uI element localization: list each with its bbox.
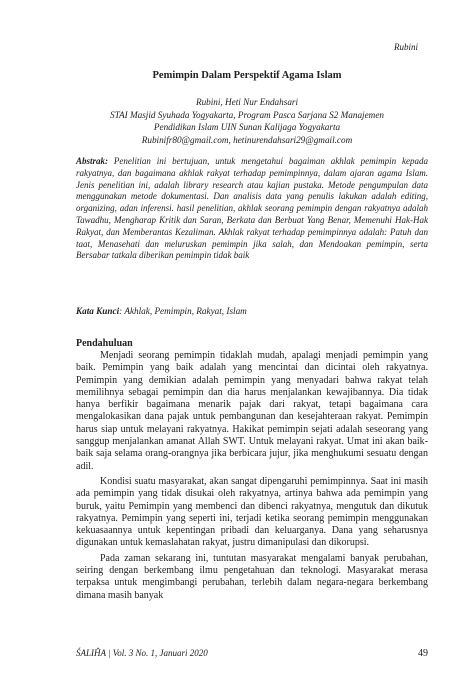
affiliation-line-1: STAI Masjid Syuhada Yogyakarta, Program Pasca Sarjana S2 Manajemen [110, 109, 384, 120]
author-block [60, 96, 434, 146]
journal-footer: ŚALIĤA | Vol. 3 No. 1, Januari 2020 [76, 648, 208, 658]
keywords-text: : Akhlak, Pemimpin, Rakyat, Islam [119, 306, 247, 316]
paragraph-3: Pada zaman sekarang ini, tuntutan masyarakat mengalami banyak perubahan, seiring dengan berkembang ilmu pengetahuan dan teknologi. Masyarakat merasa terpaksa untuk mengimbangi perubahan, terlebih dalam negara-negara berkembang dimana masih banyak [76, 552, 428, 601]
body-text [76, 350, 428, 602]
abstract-text: Penelitian ini bertujuan, untuk mengetahui bagaiman akhlak pemimpin kepada rakyatnya, dan bagaimana akhlak rakyat terhadap pemimpinnya, dalam ajaran agama Islam. Jenis penelitian ini, adalah library research atau kajian pustaka. Metode pengumpulan data menggunakan metode dokumentasi. Dan analisis data yang penulis lakukan adalah editing, organizing, adan inferensi. hasil penelitian, akhlak seorang pemimpin dengan rakyatnya adalah Tawadhu, Mengharap Kritik dan Saran, Berkata dan Berbuat Yang Benar, Memenuhi Hak-Hak Rakyat, dan Memberantas Kezaliman. Akhlak rakyat terhadap pemimpinnya adalah: Patuh dan taat, Menasehati dan meluruskan pemimpin jika salah, dan Mendoakan pemimpin, serta Bersabar tatkala diberikan pemimpin tidak baik [76, 156, 428, 261]
keywords-label: Kata Kunci [76, 306, 120, 316]
author-names: Rubini, Heti Nur Endahsari [195, 97, 299, 107]
abstract [76, 156, 428, 262]
section-heading: Pendahuluan [76, 338, 133, 349]
affiliation-line-2: Pendidikan Islam UIN Sunan Kalijaga Yogyakarta [153, 122, 341, 132]
keywords [76, 306, 428, 316]
author-emails: Rubinifr80@gmail.com, hetinurendahsari29@gmail.com [141, 134, 353, 145]
paragraph-2: Kondisi suatu masyarakat, akan sangat dipengaruhi pemimpinnya. Saat ini masih ada pemimpin yang tidak disukai oleh rakyatnya, artinya bahwa ada pemimpin yang buruk, yaitu Pemimpin yang membenci dan dibenci rakyatnya, mengutuk dan dikutuk rakyatnya. Pemimpin yang seperti ini, terjadi ketika seorang pemimpin menggunakan kekuasaannya untuk kepentingan pribadi dan keluarganya. Dana yang seharusnya digunakan untuk kemaslahatan rakyat, justru dimanipulasi dan dikorupsi. [76, 475, 428, 549]
page-number: 49 [418, 648, 428, 659]
running-head: Rubini [394, 42, 418, 52]
article-title: Pemimpin Dalam Perspektif Agama Islam [152, 70, 342, 81]
abstract-label: Abstrak: [76, 156, 109, 166]
paragraph-1: Menjadi seorang pemimpin tidaklah mudah, apalagi menjadi pemimpin yang baik. Pemimpin yang baik adalah yang mencintai dan dicintai oleh rakyatnya. Pemimpin yang demikian adalah pemimpin yang menyadari bahwa rakyat telah memilihnya sebagai pemimpin dan dia harus menjalankan kewajibannya. Dia tidak hanya berfikir bagaimana menarik pajak dari rakyat, tetapi bagaimana cara mengalokasikan dana pajak untuk pembangunan dan kesejahteraan rakyat. Pemimpin harus siap untuk melayani rakyatnya. Hakikat pemimpin sejati adalah seseorang yang sanggup menjalankan amanat Allah SWT. Untuk melayani rakyat. Umat ini akan baik-baik saja selama orang-orangnya jika berbicara jujur, jika menghukumi sesuatu dengan adil. [76, 350, 428, 472]
